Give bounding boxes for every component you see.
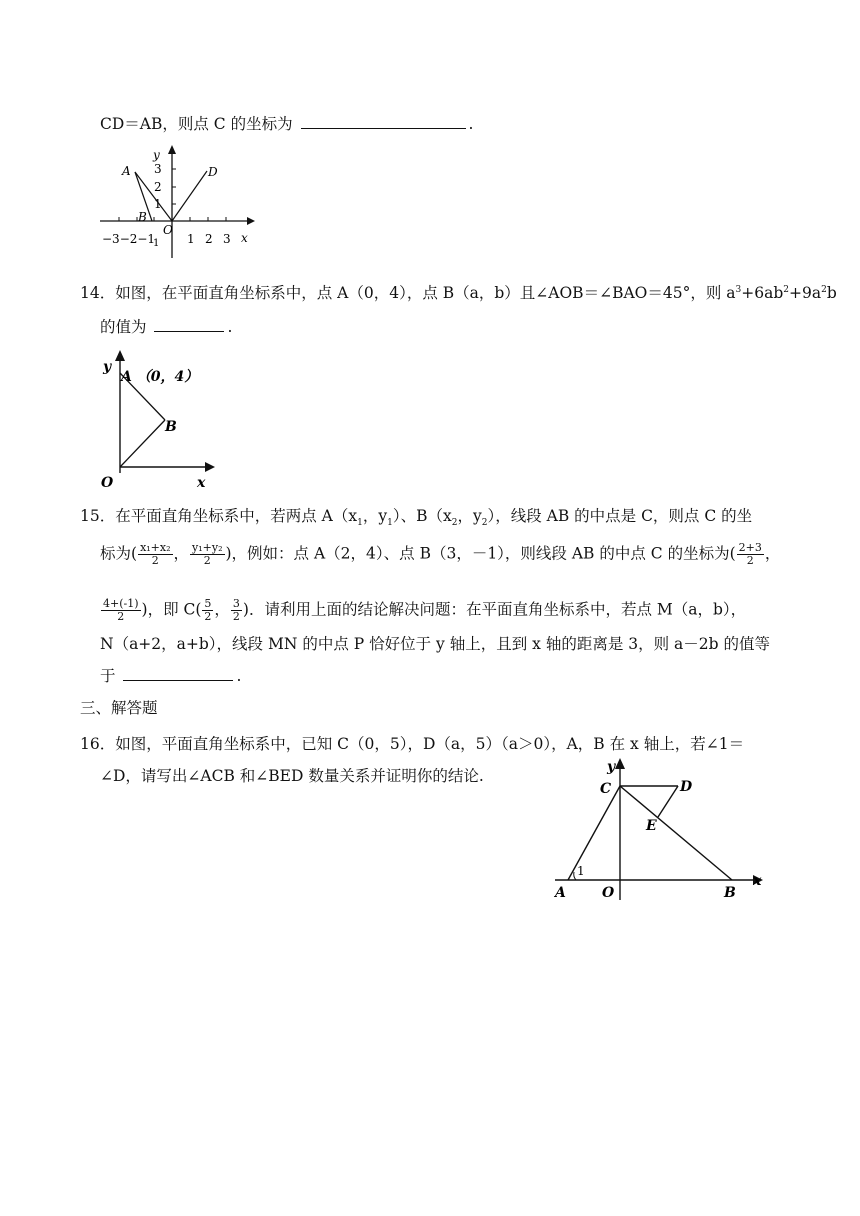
q14-y-label: y: [103, 359, 112, 375]
q13-xticks-negative: −3−2−1: [102, 232, 156, 246]
q14-point-b: B: [165, 419, 177, 435]
q13-text: CD＝AB，则点 C 的坐标为: [100, 115, 293, 133]
q16-figure: [550, 755, 770, 905]
q15-line2: 标为( $\frac{\text{x₁+x₂}}{2}$ ， $\frac{\text{y₁+y₂}}{2}$ )，例如：点 A（2，4）、点 B（3，－1），则线段 AB 的中点 C 的坐标为( $\frac{2+3}{2}$ ，: [100, 541, 781, 567]
q16-origin-label: O: [602, 885, 615, 901]
q13-origin-label: O: [163, 223, 173, 237]
q13-figure: [95, 142, 255, 260]
q16-point-c: C: [600, 781, 612, 797]
q14-x-label: x: [197, 475, 206, 490]
q16-point-a: A: [555, 885, 566, 901]
q16-x-label: x: [753, 873, 762, 889]
q14-line1: 14．如图，在平面直角坐标系中，点 A（0，4），点 B（a，b）且∠AOB＝∠BAO＝45°，则 $a^3+6ab^2+9a^2b$: [80, 284, 837, 302]
q13-xtick-neg1: 1: [153, 238, 160, 249]
section-heading: 三、解答题: [80, 699, 158, 717]
q13-xtick-3: 3: [223, 232, 231, 246]
q13-ytick-2: 2: [154, 180, 162, 194]
q13-x-label: x: [241, 231, 248, 245]
q15-answer-blank[interactable]: [123, 664, 233, 681]
q16-point-e: E: [646, 818, 657, 834]
q13-point-a: A: [122, 164, 131, 178]
q13-xtick-1: 1: [187, 232, 195, 246]
q16-angle-1: 1: [577, 864, 585, 878]
q13-ytick-3: 3: [154, 162, 162, 176]
q15-fraction: $\frac{\text{x₁+x₂}}{2}$: [140, 541, 171, 567]
q16-line2: ∠D，请写出∠ACB 和∠BED 数量关系并证明你的结论.: [100, 767, 484, 785]
q15-line4: N（a+2，a+b），线段 MN 的中点 P 恰好位于 y 轴上，且到 x 轴的距离是 3，则 a－2b 的值等: [100, 635, 770, 653]
q13-y-label: y: [153, 148, 160, 162]
q13-line1: CD＝AB，则点 C 的坐标为 .: [100, 112, 473, 134]
q13-answer-blank[interactable]: [301, 112, 466, 129]
q13-point-b: B: [138, 210, 147, 224]
q14-origin-label: O: [101, 475, 114, 490]
q13-point-d: D: [208, 165, 218, 179]
q15-fraction: $\frac{2+3}{2}$: [738, 541, 762, 567]
q15-line1: 15．在平面直角坐标系中，若两点 $A(x_1$，$y_1$）、$B(x_2$，$y_2$），线段 AB 的中点是 C，则点 C 的坐: [80, 507, 753, 529]
q14-answer-blank[interactable]: [154, 315, 224, 332]
q15-fraction: $\frac{\text{y₁+y₂}}{2}$: [192, 541, 223, 567]
q14-line2: 的值为 .: [100, 315, 232, 337]
q14-figure: [95, 345, 225, 490]
q15-line5: 于 .: [100, 664, 241, 686]
q15-fraction: $\frac{3}{2}$: [232, 597, 240, 623]
q16-y-label: y: [607, 759, 616, 775]
q16-line1: 16．如图，平面直角坐标系中，已知 C（0，5），D（a，5）（a＞0），A，B 在 x 轴上，若∠1＝: [80, 735, 745, 753]
q13-ytick-1: 1: [154, 197, 162, 211]
q15-line3: $\frac{4+(-1)}{2}$ )，即 C( $\frac{5}{2}$ ， $\frac{3}{2}$ )．请利用上面的结论解决问题：在平面直角坐标系中，若点 M（a，b），: [103, 597, 747, 623]
q16-point-b: B: [724, 885, 736, 901]
q15-fraction: $\frac{5}{2}$: [204, 597, 212, 623]
q15-fraction: $\frac{4+(-1)}{2}$: [103, 597, 139, 623]
q14-point-a: A （0，4）: [121, 369, 199, 385]
q13-xtick-2: 2: [205, 232, 213, 246]
q16-point-d: D: [680, 779, 693, 795]
